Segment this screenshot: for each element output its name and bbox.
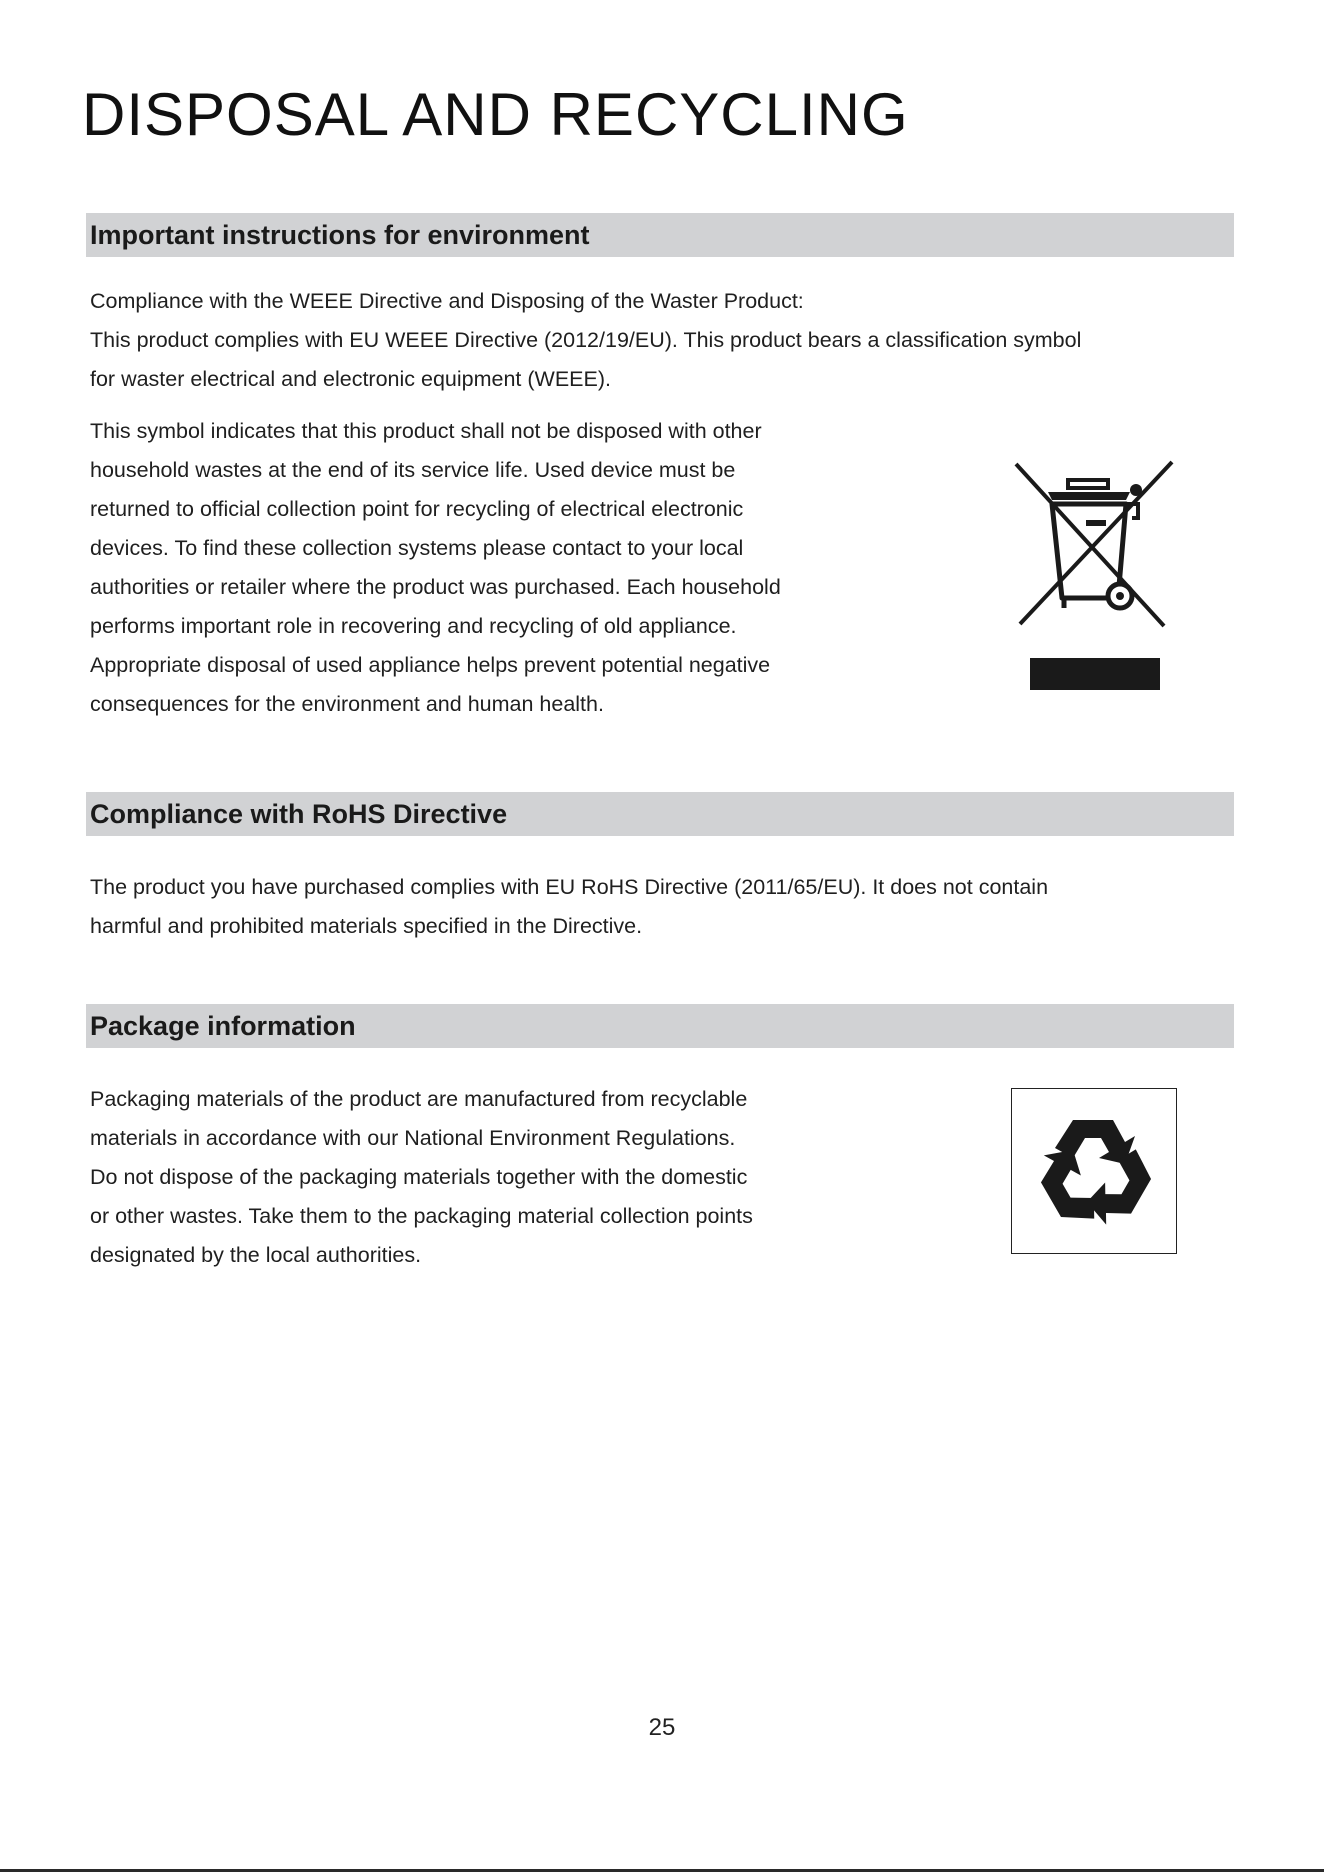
recycling-symbol-icon [1011,1088,1177,1254]
rohs-line: harmful and prohibited materials specified in the Directive. [90,914,643,938]
weee-body-line: devices. To find these collection systems please contact to your local [90,536,744,560]
weee-intro-line: Compliance with the WEEE Directive and Disposing of the Waster Product: [90,289,804,313]
weee-intro-line: for waster electrical and electronic equipment (WEEE). [90,367,611,391]
page-number: 25 [648,1714,676,1741]
rohs-line: The product you have purchased complies with EU RoHS Directive (2011/65/EU). It does not contain [90,875,1049,899]
section-heading-environment: Important instructions for environment [86,213,1234,257]
weee-body-line: authorities or retailer where the product was purchased. Each household [90,575,781,599]
weee-body-line: performs important role in recovering and recycling of old appliance. [90,614,737,638]
package-line: Do not dispose of the packaging materials together with the domestic [90,1165,748,1189]
weee-intro-paragraph [90,282,1081,399]
section-heading-package: Package information [86,1004,1234,1048]
weee-body-line: Appropriate disposal of used appliance helps prevent potential negative [90,653,771,677]
package-line: or other wastes. Take them to the packaging material collection points [90,1204,753,1228]
page-title: DISPOSAL AND RECYCLING [82,81,909,148]
package-line: designated by the local authorities. [90,1243,422,1267]
section-heading-rohs: Compliance with RoHS Directive [86,792,1234,836]
weee-body-line: household wastes at the end of its service life. Used device must be [90,458,736,482]
weee-body-paragraph [90,412,781,724]
package-line: Packaging materials of the product are manufactured from recyclable [90,1087,748,1111]
package-paragraph [90,1080,753,1275]
weee-intro-line: This product complies with EU WEEE Directive (2012/19/EU). This product bears a classification symbol [90,328,1082,352]
weee-body-line: This symbol indicates that this product shall not be disposed with other [90,419,762,443]
package-line: materials in accordance with our National Environment Regulations. [90,1126,736,1150]
weee-body-line: consequences for the environment and human health. [90,692,604,716]
crossed-out-wheelie-bin-icon [1008,456,1194,694]
rohs-paragraph [90,868,1048,946]
weee-body-line: returned to official collection point for recycling of electrical electronic [90,497,744,521]
